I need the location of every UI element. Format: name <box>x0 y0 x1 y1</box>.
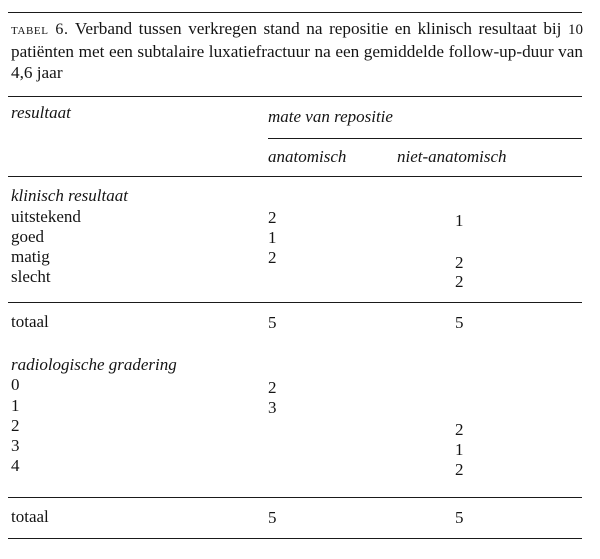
total-label: totaal <box>11 507 49 526</box>
total-niet-anatomisch: 5 <box>455 313 464 332</box>
total-anatomisch: 5 <box>268 508 277 527</box>
table-caption <box>11 18 583 83</box>
caption-bottom-rule <box>8 96 582 97</box>
cell-niet-anatomisch: 2 <box>455 460 464 479</box>
row-header: resultaat <box>11 103 71 122</box>
section-title-klinisch: klinisch resultaat <box>11 186 128 205</box>
caption-text-1: Verband tussen verkregen stand na repositie en klinisch resultaat bij <box>68 19 569 38</box>
cell-niet-anatomisch: 2 <box>455 420 464 439</box>
row-label: 4 <box>11 456 20 475</box>
header-bottom-rule <box>8 176 582 177</box>
section2-total-rule <box>8 497 582 498</box>
row-label: slecht <box>11 267 51 286</box>
total-label: totaal <box>11 312 49 331</box>
total-niet-anatomisch: 5 <box>455 508 464 527</box>
bottom-rule <box>8 538 582 539</box>
column-header-niet-anatomisch: niet-anatomisch <box>397 147 507 166</box>
section-title-radiologisch: radiologische gradering <box>11 355 177 374</box>
group-header-rule <box>268 138 582 139</box>
top-rule <box>8 12 582 13</box>
cell-niet-anatomisch: 2 <box>455 253 464 272</box>
column-header-anatomisch: anatomisch <box>268 147 347 166</box>
cell-niet-anatomisch: 1 <box>455 211 464 230</box>
cell-anatomisch: 2 <box>268 378 277 397</box>
caption-number: 10 <box>568 22 584 38</box>
row-label: 2 <box>11 416 20 435</box>
section1-total-rule <box>8 302 582 303</box>
row-label: 0 <box>11 375 20 394</box>
caption-label: tabel 6. <box>11 21 69 38</box>
cell-anatomisch: 3 <box>268 398 277 417</box>
cell-anatomisch: 2 <box>268 248 277 267</box>
row-label: 1 <box>11 396 20 415</box>
cell-anatomisch: 1 <box>268 228 277 247</box>
row-label: matig <box>11 247 50 266</box>
cell-niet-anatomisch: 1 <box>455 440 464 459</box>
cell-niet-anatomisch: 2 <box>455 272 464 291</box>
row-label: goed <box>11 227 45 246</box>
group-header: mate van repositie <box>268 107 393 126</box>
caption-text-2: patiënten met een subtalaire luxatiefractuur na een gemiddelde follow-up-duur van 4,6 jaar <box>11 42 583 82</box>
total-anatomisch: 5 <box>268 313 277 332</box>
row-label: 3 <box>11 436 20 455</box>
cell-anatomisch: 2 <box>268 208 277 227</box>
row-label: uitstekend <box>11 207 81 226</box>
